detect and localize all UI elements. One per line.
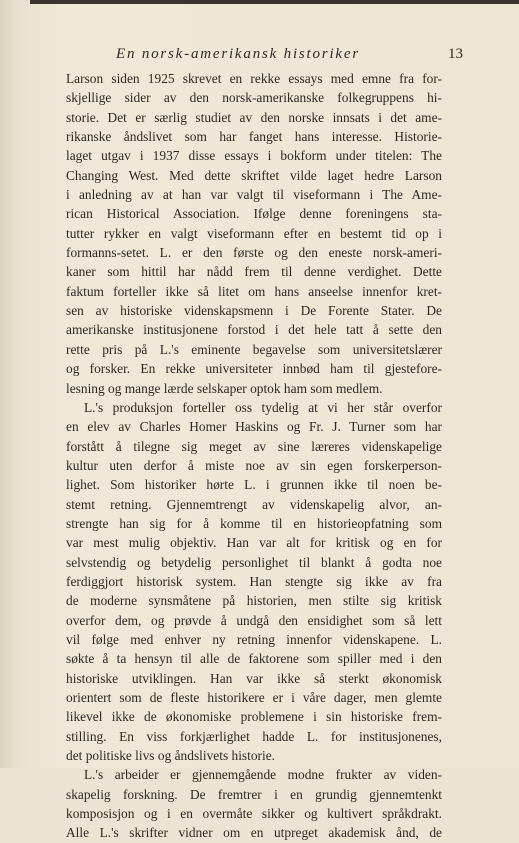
page-number: 13 (448, 46, 463, 62)
paragraph (66, 69, 442, 398)
text-line: selvstendig og betydelig personlighet til blankt å godta noe (66, 554, 442, 570)
text-line: rican Historical Association. Ifølge denne foreningens sta- (66, 206, 442, 222)
text-line: rikanske åndslivet som har fanget hans interesse. Historie- (66, 129, 442, 145)
text-line: forstått å tilegne sig meget av sine læreres videnskapelige (66, 438, 442, 454)
text-line: kultur uten derfor å miste noe av sin egen forskerperson- (66, 457, 442, 473)
text-line: formanns-setet. L. er den første og den eneste norsk-ameri- (66, 245, 442, 261)
text-line: i anledning av at han var valgt til viseformann i The Ame- (66, 187, 442, 203)
text-line: strengte han sig for å komme til en historieopfatning som (66, 515, 442, 531)
text-line: vil følge med enhver ny retning innenfor videnskapene. L. (66, 631, 442, 647)
paragraph (66, 398, 442, 766)
text-line: skapelig forskning. De fremtrer i en grundig gjennemtenkt (66, 786, 442, 802)
text-line: rette pris på L.'s eminente begavelse som universitetslærer (66, 341, 442, 357)
text-line: Larson siden 1925 skrevet en rekke essays med emne fra for- (66, 71, 442, 86)
text-line: kaner som hittil har nådd frem til denne verdighet. Dette (66, 264, 442, 280)
text-line: komposisjon og i en overmåte sikker og kultivert språkdrakt. (66, 806, 442, 822)
page-header (0, 46, 519, 66)
body-text (66, 69, 442, 843)
text-line: Alle L.'s skrifter vidner om en utpreget akademisk ånd, de (66, 825, 442, 841)
text-line: L.'s arbeider er gjennemgående modne frukter av viden- (84, 767, 442, 783)
text-line: en elev av Charles Homer Haskins og Fr. J. Turner som har (66, 419, 442, 435)
running-title: En norsk-amerikansk historiker (116, 46, 360, 62)
text-line: likevel ikke de økonomiske problemene i sin historiske frem- (66, 709, 442, 725)
text-line: de moderne synsmåtene på historien, men stilte sig kritisk (66, 593, 442, 609)
text-line: stemt retning. Gjennemtrengt av videnskapelig alvor, an- (66, 496, 442, 512)
text-line: faktum forteller ikke så litet om hans anseelse innenfor kret- (66, 283, 442, 299)
text-line: tutter rykker en valgt viseformann efter en bestemt tid op i (66, 225, 442, 241)
paragraph (66, 765, 442, 842)
text-line: skjellige sider av den norsk-amerikanske folkegruppens hi- (66, 90, 442, 106)
text-line: amerikanske institusjonene forstod i det hele tatt å sette den (66, 322, 442, 338)
text-line: lesning og mange lærde selskaper optok ham som medlem. (66, 380, 383, 396)
text-line: lighet. Som historiker hørte L. i grunnen ikke til noen be- (66, 477, 442, 493)
text-line: Changing West. Med dette skriftet vilde laget hedre Larson (66, 167, 442, 183)
text-line: stilling. En viss forkjærlighet hadde L. for institusjonenes, (66, 728, 442, 744)
text-line: storie. Det er særlig studiet av den norske innsats i det ame- (66, 109, 442, 125)
text-line: og forsker. En rekke universiteter innbød ham til gjesteforе- (66, 361, 442, 377)
text-line: L.'s produksjon forteller oss tydelig at vi her står overfor (84, 399, 442, 415)
text-line: orientert som de fleste historikere er i våre dager, men glemte (66, 690, 442, 705)
text-line: det politiske livs og åndslivets historie. (66, 748, 276, 764)
text-line: laget utgav i 1937 disse essays i bokform under titelen: The (66, 148, 442, 164)
text-line: ferdiggjort historisk system. Han stengte sig ikke av fra (66, 573, 442, 589)
text-line: historiske utviklingen. Han var ikke så sterkt økonomisk (66, 670, 442, 686)
text-line: overfor dem, og prøvde å undgå den ensidighet som så lett (66, 612, 442, 628)
page-top-edge (30, 0, 519, 4)
text-line: var mest mulig objektiv. Han var alt for kritisk og en for (66, 535, 442, 551)
text-line: sen av historiske videnskapsmenn i De Forente Stater. De (66, 303, 442, 319)
text-line: søkte å ta hensyn til alle de faktorene som spiller med i den (66, 651, 442, 667)
